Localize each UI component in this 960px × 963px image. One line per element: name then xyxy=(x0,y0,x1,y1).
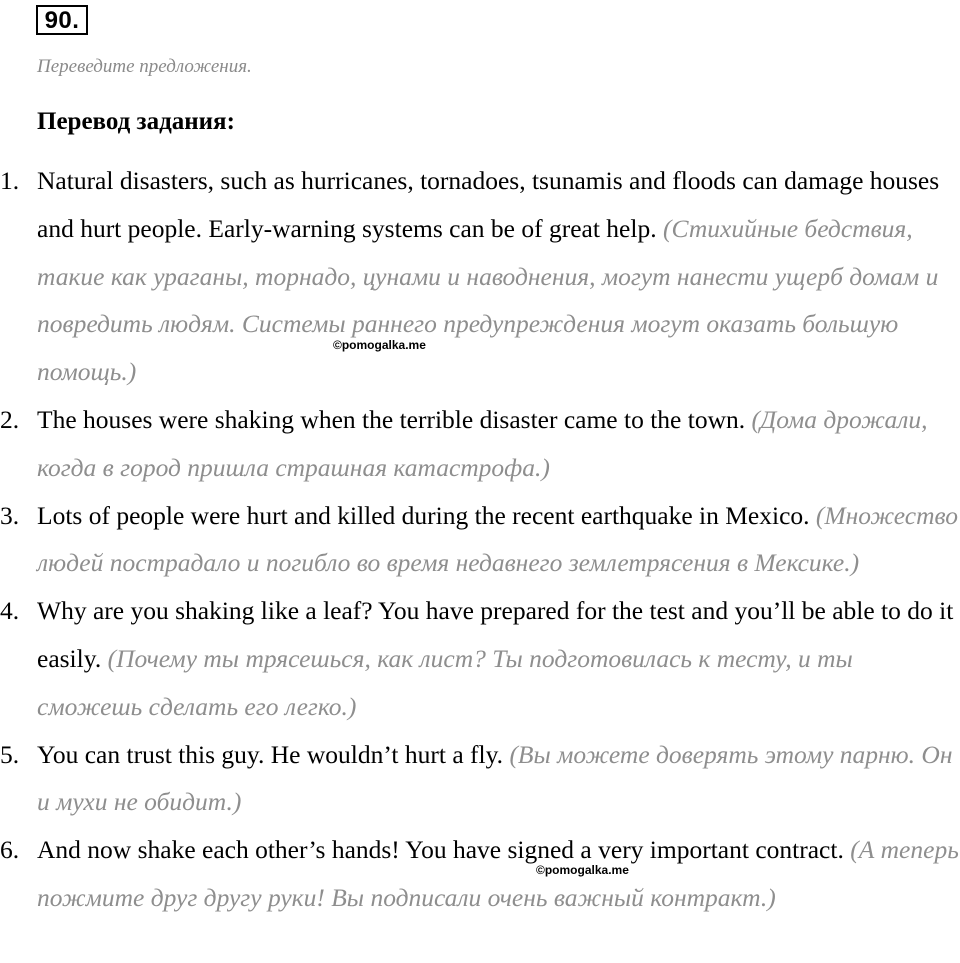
translation-heading: Перевод задания: xyxy=(37,108,235,135)
item-number: 1. xyxy=(0,166,20,195)
list-item xyxy=(0,731,960,827)
item-number: 3. xyxy=(0,500,20,530)
sentence-list xyxy=(0,157,960,922)
list-item xyxy=(0,157,960,396)
list-item xyxy=(0,826,960,922)
russian-translation: (Стихийные бедствия, такие как ураганы, торнадо, цунами и наводнения, могут нанести ущерб домам и повредить людям. Системы раннего предупреждения могут оказать большую помощь.) xyxy=(37,213,939,387)
list-item xyxy=(0,587,960,730)
russian-translation: (Почему ты трясешься, как лист? Ты подготовилась к тесту, и ты сможешь сделать его легко.) xyxy=(37,643,853,721)
watermark: ©pomogalka.me xyxy=(333,338,426,352)
item-number: 4. xyxy=(0,596,20,626)
exercise-number: 90. xyxy=(36,5,88,35)
item-number: 6. xyxy=(0,835,20,865)
list-item xyxy=(0,396,960,492)
english-sentence: Natural disasters, such as hurricanes, tornadoes, tsunamis and floods can damage houses and hurt people. Early-warning systems can be of great help. xyxy=(37,166,940,243)
english-sentence: Lots of people were hurt and killed during the recent earthquake in Mexico. xyxy=(37,500,810,530)
item-number: 2. xyxy=(0,404,20,434)
english-sentence: You can trust this guy. He wouldn’t hurt a fly. xyxy=(37,739,504,769)
english-sentence: Why are you shaking like a leaf? You have prepared for the test and you’ll be able to do it easily. xyxy=(37,596,954,673)
watermark: ©pomogalka.me xyxy=(536,863,629,877)
task-instruction: Переведите предложения. xyxy=(37,56,252,77)
russian-translation: (Множество людей пострадало и погибло во время недавнего землетрясения в Мексике.) xyxy=(37,500,958,578)
russian-translation: (А теперь пожмите друг другу руки! Вы подписали очень важный контракт.) xyxy=(37,835,959,912)
english-sentence: And now shake each other’s hands! You have signed a very important contract. xyxy=(37,835,844,865)
list-item xyxy=(0,492,960,588)
russian-translation: (Дома дрожали, когда в город пришла страшная катастрофа.) xyxy=(37,404,928,482)
item-number: 5. xyxy=(0,739,20,769)
english-sentence: The houses were shaking when the terrible disaster came to the town. xyxy=(37,404,746,434)
russian-translation: (Вы можете доверять этому парню. Он и мухи не обидит.) xyxy=(37,739,953,817)
